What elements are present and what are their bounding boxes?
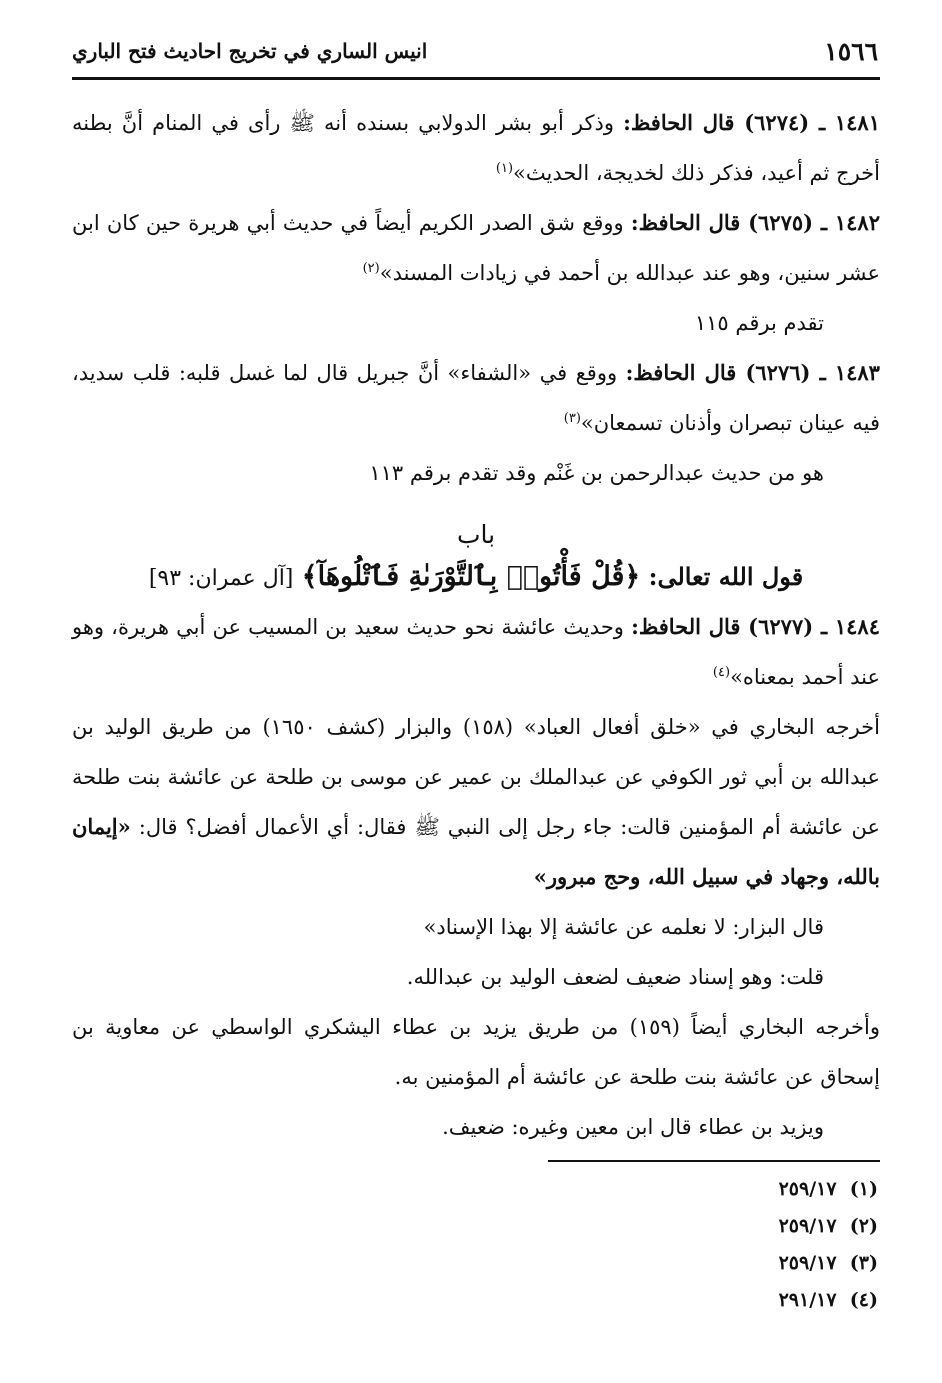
verse-intro: قول الله تعالى: [648, 562, 804, 591]
footnote-item [779, 1171, 878, 1208]
footnote-number: (٣) [849, 1252, 878, 1274]
commentary-paragraph: وأخرجه البخاري أيضاً (١٥٩) من طريق يزيد بن عطاء اليشكري الواسطي عن معاوية بن إسحاق عن عائشة بنت طلحة عن عائشة أم المؤمنين به. [72, 1015, 880, 1089]
footnote-item [779, 1245, 878, 1282]
footnote-number: (٢) [849, 1215, 878, 1237]
footnote-reference: ٢٥٩/١٧ [778, 1252, 837, 1274]
footnotes [779, 1171, 878, 1319]
entry-text: وذكر أبو بشر الدولابي بسنده أنه ﷺ رأى في المنام أنَّ بطنه أخرج ثم أعيد، فذكر ذلك لخديجة، الحديث» [72, 111, 880, 185]
page-header [72, 34, 878, 68]
footnote-ref[interactable]: (٢) [362, 261, 380, 276]
footnote-ref[interactable]: (٣) [563, 411, 581, 426]
entry-1482 [72, 198, 880, 298]
page-number: ١٥٦٦ [824, 36, 878, 66]
main-text [72, 98, 880, 1152]
commentary-paragraph: قال البزار: لا نعلمه عن عائشة إلا بهذا الإسناد» [423, 915, 824, 939]
entry-text: ووقع شق الصدر الكريم أيضاً في حديث أبي هريرة حين كان ابن عشر سنين، وهو عند عبدالله بن أحمد في زيادات المسند» [72, 211, 880, 285]
entry-head: ١٤٨٣ ـ (٦٢٧٦) قال الحافظ: [625, 360, 880, 385]
hadith-quote: «إيمان بالله، وجهاد في سبيل الله، وحج مبرور» [72, 814, 880, 889]
commentary-paragraph: قلت: وهو إسناد ضعيف لضعف الوليد بن عبدالله. [406, 965, 824, 989]
entry-note: هو من حديث عبدالرحمن بن غَنْم وقد تقدم برقم ١١٣ [369, 461, 824, 485]
chapter-heading: باب [456, 520, 496, 549]
footnote-ref[interactable]: (١) [495, 161, 514, 176]
footnote-item [779, 1208, 878, 1245]
entry-head: ١٤٨٢ ـ (٦٢٧٥) قال الحافظ: [630, 210, 880, 235]
commentary-paragraph [72, 702, 880, 902]
entry-head: ١٤٨٤ ـ (٦٢٧٧) قال الحافظ: [631, 614, 880, 639]
footnote-item [779, 1282, 878, 1319]
verse-text: ﴿قُلْ فَأْتُوا۟ بِٱلتَّوْرَىٰةِ فَٱتْلُوهَآ﴾ [301, 561, 641, 592]
entry-1483 [72, 348, 880, 448]
entry-1481 [72, 98, 880, 198]
entry-head: ١٤٨١ ـ (٦٢٧٤) قال الحافظ: [623, 110, 880, 135]
header-rule [72, 77, 880, 80]
entry-note: تقدم برقم ١١٥ [694, 311, 824, 335]
footnote-ref[interactable]: (٤) [712, 665, 731, 680]
footnote-rule [548, 1160, 880, 1162]
book-title: انيس الساري في تخريج احاديث فتح الباري [72, 39, 428, 63]
verse-reference: [آل عمران: ٩٣] [148, 566, 294, 591]
footnote-reference: ٢٥٩/١٧ [778, 1215, 837, 1237]
entry-text: ووقع في «الشفاء» أنَّ جبريل قال لما غسل قلبه: قلب سديد، فيه عينان تبصران وأذنان تسمعان» [72, 361, 880, 435]
footnote-reference: ٢٥٩/١٧ [778, 1178, 837, 1200]
footnote-number: (١) [849, 1178, 878, 1200]
footnote-number: (٤) [849, 1289, 878, 1311]
commentary-text: أخرجه البخاري في «خلق أفعال العباد» (١٥٨) والبزار (كشف ١٦٥٠) من طريق الوليد بن عبدالله بن أبي ثور الكوفي عن عبدالملك بن عمير عن موسى بن طلحة عن عائشة بنت طلحة عن عائشة أم المؤمنين قالت: جاء رجل إلى النبي ﷺ فقال: أي الأعمال أفضل؟ قال: [72, 715, 880, 839]
entry-text: وحديث عائشة نحو حديث سعيد بن المسيب عن أبي هريرة، وهو عند أحمد بمعناه» [72, 615, 880, 689]
quran-verse-heading [72, 554, 880, 602]
entry-1484 [72, 602, 880, 702]
commentary-paragraph: ويزيد بن عطاء قال ابن معين وغيره: ضعيف. [442, 1115, 824, 1139]
footnote-reference: ٢٩١/١٧ [778, 1289, 837, 1311]
